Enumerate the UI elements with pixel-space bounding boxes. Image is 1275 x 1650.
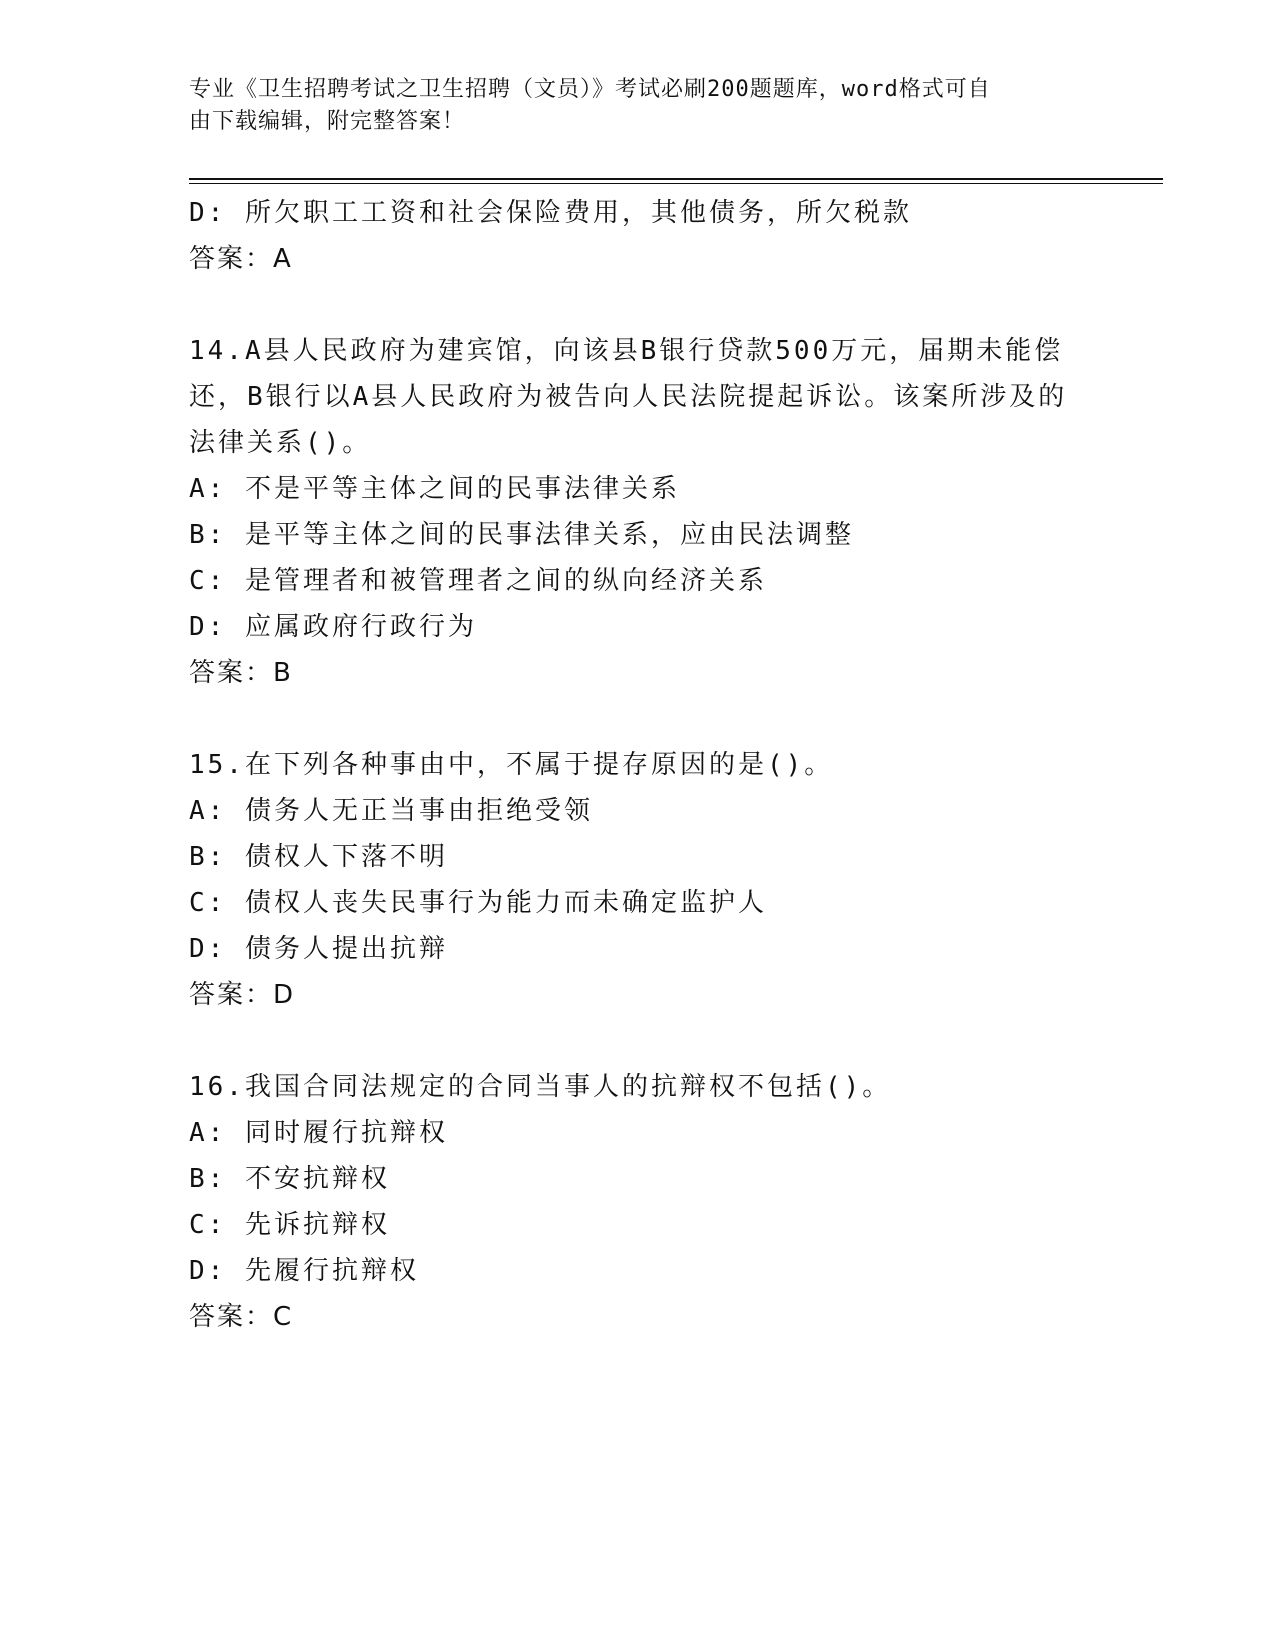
- question-content: [189, 190, 1089, 1340]
- option-a: A: 债务人无正当事由拒绝受领: [189, 796, 593, 826]
- option-d: D: 应属政府行政行为: [189, 612, 477, 642]
- spacer: [189, 696, 1089, 742]
- option-d: D: 先履行抗辩权: [189, 1256, 419, 1286]
- option-d: D: 债务人提出抗辩: [189, 934, 448, 964]
- document-header: [189, 74, 1089, 138]
- option-c: C: 债权人丧失民事行为能力而未确定监护人: [189, 888, 767, 918]
- option-c: C: 是管理者和被管理者之间的纵向经济关系: [189, 566, 767, 596]
- header-rule-thick: [189, 178, 1163, 180]
- answer: 答案：B: [189, 658, 293, 688]
- header-line-2: 由下载编辑，附完整答案！: [189, 109, 466, 134]
- answer: 答案：C: [189, 1302, 294, 1332]
- question-14: [189, 328, 1089, 696]
- question-stem-line: 法律关系()。: [189, 428, 372, 458]
- spacer: [189, 1018, 1089, 1064]
- question-stem-line: 还，B银行以A县人民政府为被告向人民法院提起诉讼。该案所涉及的: [189, 382, 1068, 412]
- option-a: A: 同时履行抗辩权: [189, 1118, 448, 1148]
- header-rule-thin: [189, 183, 1163, 184]
- prev-option-d: D: 所欠职工工资和社会保险费用，其他债务，所欠税款: [189, 198, 912, 228]
- question-stem-line: 16.我国合同法规定的合同当事人的抗辩权不包括()。: [189, 1072, 892, 1102]
- question-stem-line: 14.A县人民政府为建宾馆，向该县B银行贷款500万元，届期未能偿: [189, 336, 1064, 366]
- option-c: C: 先诉抗辩权: [189, 1210, 390, 1240]
- spacer: [189, 282, 1089, 328]
- question-15: [189, 742, 1089, 1018]
- option-a: A: 不是平等主体之间的民事法律关系: [189, 474, 680, 504]
- option-b: B: 债权人下落不明: [189, 842, 448, 872]
- prev-answer: 答案：A: [189, 244, 293, 274]
- option-b: B: 是平等主体之间的民事法律关系，应由民法调整: [189, 520, 854, 550]
- answer: 答案：D: [189, 980, 296, 1010]
- option-b: B: 不安抗辩权: [189, 1164, 390, 1194]
- question-stem-line: 15.在下列各种事由中，不属于提存原因的是()。: [189, 750, 834, 780]
- header-line-1: 专业《卫生招聘考试之卫生招聘（文员）》考试必刷200题题库，word格式可自: [189, 77, 991, 102]
- question-16: [189, 1064, 1089, 1340]
